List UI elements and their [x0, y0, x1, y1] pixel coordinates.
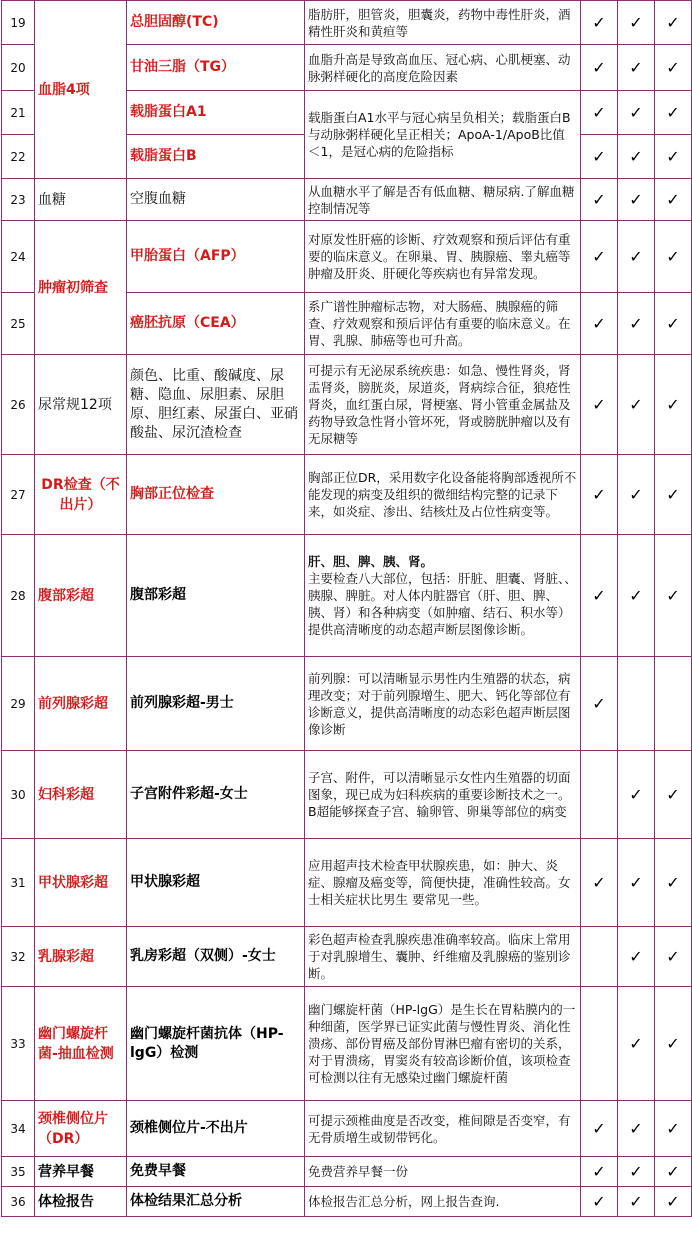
- check-mark-icon: ✓: [655, 1101, 692, 1157]
- item-cell: 子宫附件彩超-女士: [127, 751, 305, 839]
- description-cell: 可提示颈椎曲度是否改变，椎间隙是否变窄，有无骨质增生或韧带钙化。: [305, 1101, 581, 1157]
- row-number: 27: [2, 455, 35, 535]
- description-cell: 对原发性肝癌的诊断、疗效观察和预后评估有重要的临床意义。在卵巢、胃、胰腺癌、睾丸癌等肿瘤及肝炎、肝硬化等疾病也有异常发现。: [305, 221, 581, 293]
- item-cell: 乳房彩超（双侧）-女士: [127, 927, 305, 987]
- check-mark-icon: ✓: [618, 1187, 655, 1217]
- check-mark-icon: ✓: [581, 1187, 618, 1217]
- table-row: [2, 657, 692, 751]
- category-cell: DR检查（不出片）: [35, 455, 127, 535]
- check-mark-icon: [581, 751, 618, 839]
- description-cell: 脂肪肝，胆管炎，胆囊炎，药物中毒性肝炎，酒精性肝炎和黄疸等: [305, 1, 581, 45]
- row-number: 20: [2, 45, 35, 91]
- check-mark-icon: ✓: [581, 1, 618, 45]
- item-cell: 免费早餐: [127, 1157, 305, 1187]
- row-number: 31: [2, 839, 35, 927]
- item-cell: 载脂蛋白A1: [127, 91, 305, 135]
- table-row: [2, 1, 692, 45]
- description-cell: 幽门螺旋杆菌（HP-lgG）是生长在胃粘膜内的一种细菌，医学界已证实此菌与慢性胃炎、消化性溃疡、部份胃癌及部份胃淋巴瘤有密切的关系，对于胃溃疡，胃窦炎有较高诊断价值，该项检查可检测以往有无感染过幽门螺旋杆菌: [305, 987, 581, 1101]
- description-text: 主要检查八大部位，包括：肝脏、胆囊、肾脏、、胰腺、脾脏。对人体内脏器官（肝、胆、脾、胰、肾）和各种病变（如肿瘤、结石、积水等）提供高清晰度的动态超声断层图像诊断。: [308, 571, 577, 637]
- exam-items-table: [1, 0, 692, 1217]
- item-cell: 甲胎蛋白（AFP）: [127, 221, 305, 293]
- check-mark-icon: ✓: [618, 221, 655, 293]
- item-cell: 腹部彩超: [127, 535, 305, 657]
- category-cell: 妇科彩超: [35, 751, 127, 839]
- row-number: 28: [2, 535, 35, 657]
- description-cell: 前列腺：可以清晰显示男性内生殖器的状态，病理改变；对于前列腺增生、肥大、钙化等部位有诊断意义，提供高清晰度的动态彩色超声断层图像诊断: [305, 657, 581, 751]
- row-number: 19: [2, 1, 35, 45]
- check-mark-icon: ✓: [618, 293, 655, 355]
- check-mark-icon: ✓: [655, 535, 692, 657]
- description-cell: 子宫、附件，可以清晰显示女性内生殖器的切面图象，现已成为妇科疾病的重要诊断技术之一。B超能够探查子宫、输卵管、卵巢等部位的病变: [305, 751, 581, 839]
- check-mark-icon: ✓: [655, 987, 692, 1101]
- check-mark-icon: ✓: [618, 1, 655, 45]
- check-mark-icon: ✓: [655, 179, 692, 221]
- check-mark-icon: ✓: [581, 657, 618, 751]
- check-mark-icon: ✓: [618, 1157, 655, 1187]
- check-mark-icon: ✓: [618, 839, 655, 927]
- check-mark-icon: [618, 657, 655, 751]
- row-number: 22: [2, 135, 35, 179]
- category-cell: 血糖: [35, 179, 127, 221]
- category-tumor: 肿瘤初筛查: [35, 221, 127, 355]
- check-mark-icon: ✓: [581, 179, 618, 221]
- description-lead: 肝、胆、脾、胰、肾。: [308, 554, 434, 569]
- description-cell: 胸部正位DR，采用数字化设备能将胸部透视所不能发现的病变及组织的微细结构完整的记录下来，如炎症、渗出、结核灶及占位性病变等。: [305, 455, 581, 535]
- table-row: [2, 1157, 692, 1187]
- check-mark-icon: ✓: [581, 221, 618, 293]
- check-mark-icon: ✓: [618, 751, 655, 839]
- description-cell: 体检报告汇总分析，网上报告查询.: [305, 1187, 581, 1217]
- description-apo: 载脂蛋白A1水平与冠心病呈负相关；载脂蛋白B与动脉粥样硬化呈正相关；ApoA-1/ApoB比值＜1，是冠心病的危险指标: [305, 91, 581, 179]
- check-mark-icon: ✓: [618, 135, 655, 179]
- check-mark-icon: ✓: [581, 535, 618, 657]
- table-row: [2, 355, 692, 455]
- category-cell: 乳腺彩超: [35, 927, 127, 987]
- description-cell: 血脂升高是导致高血压、冠心病、心肌梗塞、动脉粥样硬化的高度危险因素: [305, 45, 581, 91]
- check-mark-icon: ✓: [655, 455, 692, 535]
- row-number: 33: [2, 987, 35, 1101]
- category-cell: 营养早餐: [35, 1157, 127, 1187]
- check-mark-icon: ✓: [655, 927, 692, 987]
- category-cell: 尿常规12项: [35, 355, 127, 455]
- item-cell: 颜色、比重、酸碱度、尿糖、隐血、尿胆素、尿胆原、胆红素、尿蛋白、亚硝酸盐、尿沉渣检查: [127, 355, 305, 455]
- item-cell: 甘油三脂（TG）: [127, 45, 305, 91]
- check-mark-icon: ✓: [655, 1, 692, 45]
- table-row: [2, 221, 692, 293]
- row-number: 32: [2, 927, 35, 987]
- table-row: [2, 839, 692, 927]
- table-row: [2, 987, 692, 1101]
- check-mark-icon: ✓: [581, 455, 618, 535]
- check-mark-icon: ✓: [655, 839, 692, 927]
- category-lipid: 血脂4项: [35, 1, 127, 179]
- check-mark-icon: ✓: [618, 535, 655, 657]
- check-mark-icon: ✓: [655, 1157, 692, 1187]
- check-mark-icon: [655, 657, 692, 751]
- category-cell: 幽门螺旋杆菌-抽血检测: [35, 987, 127, 1101]
- check-mark-icon: ✓: [618, 1101, 655, 1157]
- table-row: [2, 927, 692, 987]
- category-cell: 颈椎侧位片（DR）: [35, 1101, 127, 1157]
- category-cell: 体检报告: [35, 1187, 127, 1217]
- description-cell: [305, 535, 581, 657]
- check-mark-icon: ✓: [655, 135, 692, 179]
- item-cell: 空腹血糖: [127, 179, 305, 221]
- table-row: [2, 1187, 692, 1217]
- category-cell: 腹部彩超: [35, 535, 127, 657]
- row-number: 23: [2, 179, 35, 221]
- check-mark-icon: ✓: [655, 45, 692, 91]
- check-mark-icon: ✓: [618, 45, 655, 91]
- check-mark-icon: ✓: [618, 91, 655, 135]
- row-number: 24: [2, 221, 35, 293]
- table-row: [2, 751, 692, 839]
- description-cell: 应用超声技术检查甲状腺疾患，如：肿大、炎症、腺瘤及癌变等，简便快捷，准确性较高。女士相关症状比男生 要常见一些。: [305, 839, 581, 927]
- check-mark-icon: ✓: [581, 45, 618, 91]
- check-mark-icon: ✓: [581, 1101, 618, 1157]
- check-mark-icon: ✓: [581, 293, 618, 355]
- check-mark-icon: ✓: [581, 355, 618, 455]
- check-mark-icon: ✓: [618, 455, 655, 535]
- category-cell: 甲状腺彩超: [35, 839, 127, 927]
- row-number: 21: [2, 91, 35, 135]
- table-row: [2, 179, 692, 221]
- description-cell: 免费营养早餐一份: [305, 1157, 581, 1187]
- item-cell: 总胆固醇(TC): [127, 1, 305, 45]
- item-cell: 载脂蛋白B: [127, 135, 305, 179]
- check-mark-icon: ✓: [655, 1187, 692, 1217]
- description-cell: 从血糖水平了解是否有低血糖、糖尿病.了解血糖控制情况等: [305, 179, 581, 221]
- table-row: [2, 535, 692, 657]
- category-cell: 前列腺彩超: [35, 657, 127, 751]
- description-cell: 可提示有无泌尿系统疾患：如急、慢性肾炎，肾盂肾炎，膀胱炎，尿道炎，肾病综合征，狼疮性肾炎，血红蛋白尿，肾梗塞、肾小管重金属盐及药物导致急性肾小管坏死，肾或膀胱肿瘤以及有无尿糖等: [305, 355, 581, 455]
- row-number: 29: [2, 657, 35, 751]
- row-number: 25: [2, 293, 35, 355]
- item-cell: 体检结果汇总分析: [127, 1187, 305, 1217]
- row-number: 35: [2, 1157, 35, 1187]
- description-cell: 系广谱性肿瘤标志物，对大肠癌、胰腺癌的筛查、疗效观察和预后评估有重要的临床意义。在胃、乳腺、肺癌等也可升高。: [305, 293, 581, 355]
- check-mark-icon: ✓: [618, 179, 655, 221]
- table-row: [2, 455, 692, 535]
- check-mark-icon: ✓: [581, 839, 618, 927]
- item-cell: 颈椎侧位片-不出片: [127, 1101, 305, 1157]
- check-mark-icon: ✓: [581, 1157, 618, 1187]
- check-mark-icon: ✓: [655, 91, 692, 135]
- item-cell: 幽门螺旋杆菌抗体（HP-lgG）检测: [127, 987, 305, 1101]
- row-number: 30: [2, 751, 35, 839]
- check-mark-icon: ✓: [581, 135, 618, 179]
- check-mark-icon: ✓: [655, 751, 692, 839]
- item-cell: 胸部正位检查: [127, 455, 305, 535]
- check-mark-icon: ✓: [618, 927, 655, 987]
- check-mark-icon: [581, 987, 618, 1101]
- item-cell: 甲状腺彩超: [127, 839, 305, 927]
- check-mark-icon: [581, 927, 618, 987]
- table-row: [2, 1101, 692, 1157]
- check-mark-icon: ✓: [655, 221, 692, 293]
- row-number: 36: [2, 1187, 35, 1217]
- row-number: 34: [2, 1101, 35, 1157]
- check-mark-icon: ✓: [655, 355, 692, 455]
- check-mark-icon: ✓: [618, 987, 655, 1101]
- check-mark-icon: ✓: [655, 293, 692, 355]
- check-mark-icon: ✓: [618, 355, 655, 455]
- item-cell: 前列腺彩超-男士: [127, 657, 305, 751]
- description-cell: 彩色超声检查乳腺疾患准确率较高。临床上常用于对乳腺增生、囊肿、纤维瘤及乳腺癌的鉴别诊断。: [305, 927, 581, 987]
- check-mark-icon: ✓: [581, 91, 618, 135]
- row-number: 26: [2, 355, 35, 455]
- item-cell: 癌胚抗原（CEA）: [127, 293, 305, 355]
